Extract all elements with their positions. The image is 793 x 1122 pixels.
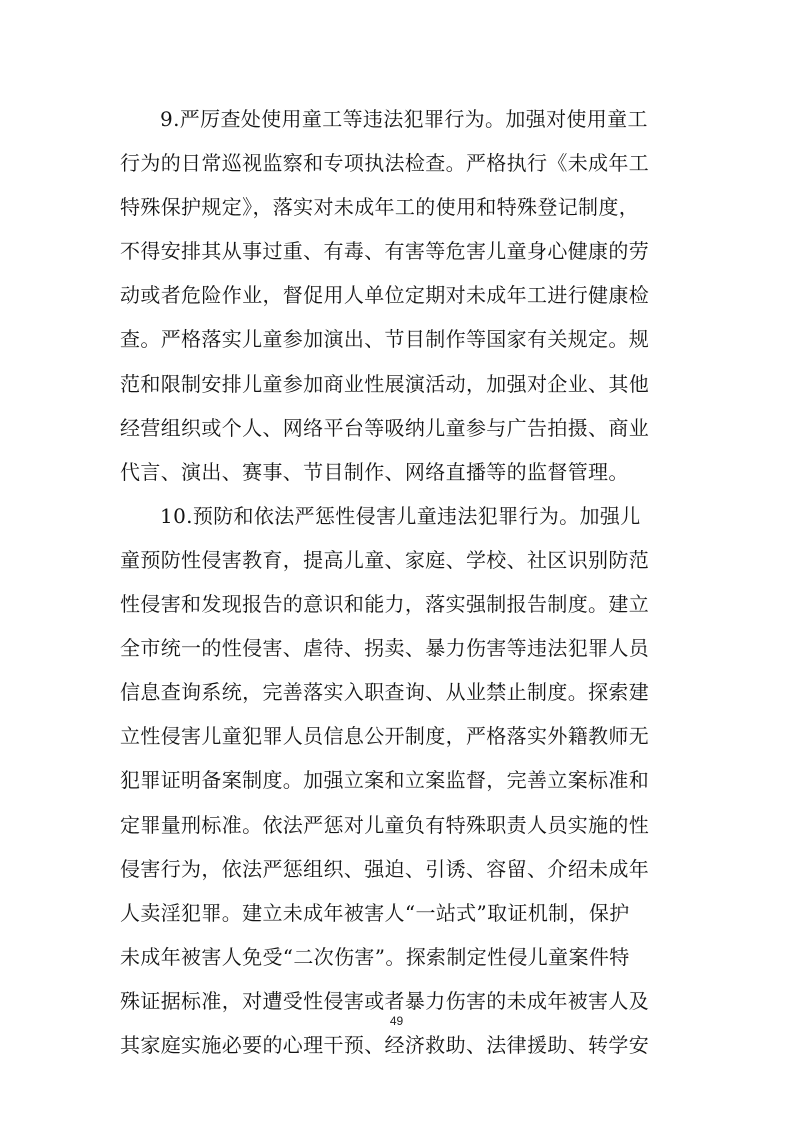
text-line: 信息查询系统，完善落实入职查询、从业禁止制度。探索建 (120, 680, 650, 705)
text-line: 童预防性侵害教育，提高儿童、家庭、学校、社区识别防范 (120, 547, 650, 572)
text-line: 犯罪证明备案制度。加强立案和立案监督，完善立案标准和 (120, 768, 650, 793)
text-line: 未成年被害人免受“二次伤害”。探索制定性侵儿童案件特 (120, 944, 630, 969)
text-line: 全市统一的性侵害、虐待、拐卖、暴力伤害等违法犯罪人员 (120, 636, 650, 661)
paragraph-item-9 (120, 97, 680, 494)
text-line: 性侵害和发现报告的意识和能力，落实强制报告制度。建立 (120, 592, 650, 617)
text-line: 查。严格落实儿童参加演出、节目制作等国家有关规定。规 (120, 327, 650, 352)
text-line: 代言、演出、赛事、节目制作、网络直播等的监督管理。 (120, 459, 629, 484)
text-line: 侵害行为，依法严惩组织、强迫、引诱、容留、介绍未成年 (120, 856, 650, 881)
page-number: 49 (389, 1014, 404, 1028)
text-line: 动或者危险作业，督促用人单位定期对未成年工进行健康检 (120, 283, 650, 308)
text-line: 殊证据标准，对遭受性侵害或者暴力伤害的未成年被害人及 (120, 988, 650, 1013)
text-line: 其家庭实施必要的心理干预、经济救助、法律援助、转学安 (120, 1032, 650, 1057)
document-body (120, 97, 680, 1067)
text-line: 经营组织或个人、网络平台等吸纳儿童参与广告拍摄、商业 (120, 415, 650, 440)
text-line: 9.严厉查处使用童工等违法犯罪行为。加强对使用童工 (160, 107, 648, 131)
text-line: 不得安排其从事过重、有毒、有害等危害儿童身心健康的劳 (120, 239, 650, 264)
paragraph-item-10 (120, 494, 680, 1067)
text-line: 人卖淫犯罪。建立未成年被害人“一站式”取证机制，保护 (120, 900, 630, 925)
text-line: 立性侵害儿童犯罪人员信息公开制度，严格落实外籍教师无 (120, 724, 650, 749)
text-line: 10.预防和依法严惩性侵害儿童违法犯罪行为。加强儿 (160, 503, 641, 528)
text-line: 定罪量刑标准。依法严惩对儿童负有特殊职责人员实施的性 (120, 812, 650, 837)
text-line: 特殊保护规定》，落实对未成年工的使用和特殊登记制度， (120, 195, 640, 220)
text-line: 范和限制安排儿童参加商业性展演活动，加强对企业、其他 (120, 371, 650, 396)
text-line: 行为的日常巡视监察和专项执法检查。严格执行《未成年工 (120, 151, 650, 176)
